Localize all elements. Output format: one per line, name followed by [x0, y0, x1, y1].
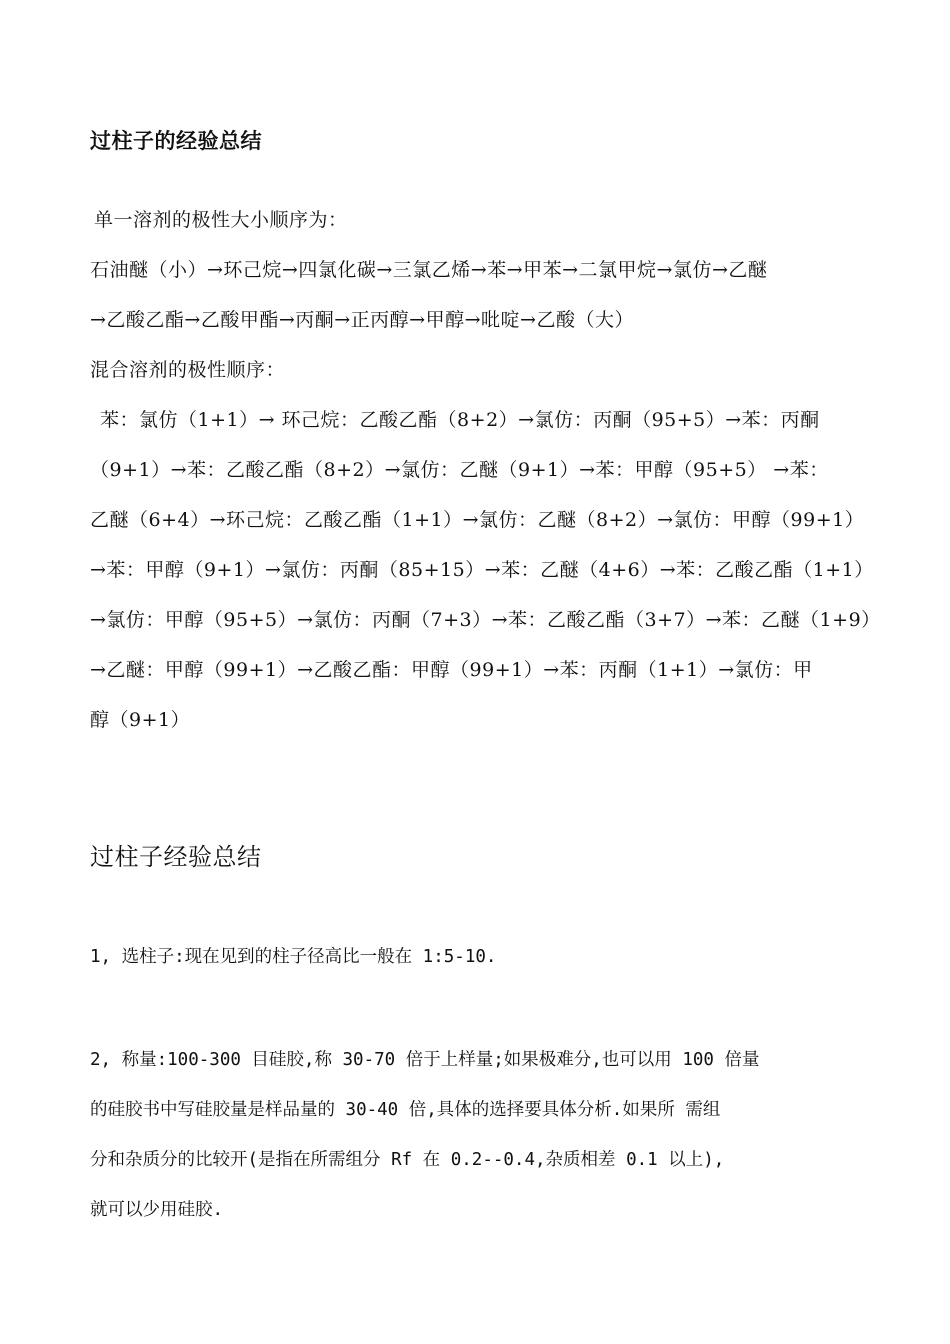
item1-text: 1, 选柱子:现在见到的柱子径高比一般在 1:5-10.	[90, 947, 497, 967]
mixed-solvent-heading: 混合溶剂的极性顺序：	[90, 359, 286, 381]
item2-line: 分和杂质分的比较开(是指在所需组分 Rf 在 0.2--0.4,杂质相差 0.1 以上),	[90, 1150, 725, 1170]
mixed-solvent-line: →乙醚：甲醇（99+1）→乙酸乙酯：甲醇（99+1）→苯：丙酮（1+1）→氯仿：甲	[90, 659, 813, 681]
mixed-solvent-line: 乙醚（6+4）→环己烷：乙酸乙酯（1+1）→氯仿：乙醚（8+2）→氯仿：甲醇（99+1）	[90, 509, 865, 531]
mixed-solvent-line: 苯：氯仿（1+1）→ 环己烷：乙酸乙酯（8+2）→氯仿：丙酮（95+5）→苯：丙酮	[100, 409, 820, 431]
mixed-solvent-line: →苯：甲醇（9+1）→氯仿：丙酮（85+15）→苯：乙醚（4+6）→苯：乙酸乙酯（1+1）	[90, 559, 874, 581]
mixed-solvent-line: →氯仿：甲醇（95+5）→氯仿：丙酮（7+3）→苯：乙酸乙酯（3+7）→苯：乙醚（1+9）	[90, 609, 881, 631]
item2-line: 的硅胶书中写硅胶量是样品量的 30-40 倍,具体的选择要具体分析.如果所 需组	[90, 1100, 721, 1120]
item2-line: 就可以少用硅胶.	[90, 1200, 224, 1220]
section1-title: 过柱子的经验总结	[90, 129, 262, 153]
item2-line: 2, 称量:100-300 目硅胶,称 30-70 倍于上样量;如果极难分,也可以用 100 倍量	[90, 1050, 760, 1070]
single-solvent-line: →乙酸乙酯→乙酸甲酯→丙酮→正丙醇→甲醇→吡啶→乙酸（大）	[90, 309, 634, 331]
section2-title: 过柱子经验总结	[90, 843, 262, 871]
single-solvent-line: 石油醚（小）→环己烷→四氯化碳→三氯乙烯→苯→甲苯→二氯甲烷→氯仿→乙醚	[90, 259, 768, 281]
mixed-solvent-line: 醇（9+1）	[90, 709, 191, 731]
single-solvent-heading: 单一溶剂的极性大小顺序为：	[94, 209, 348, 231]
mixed-solvent-line: （9+1）→苯：乙酸乙酯（8+2）→氯仿：乙醚（9+1）→苯：甲醇（95+5） →苯：	[90, 459, 829, 481]
